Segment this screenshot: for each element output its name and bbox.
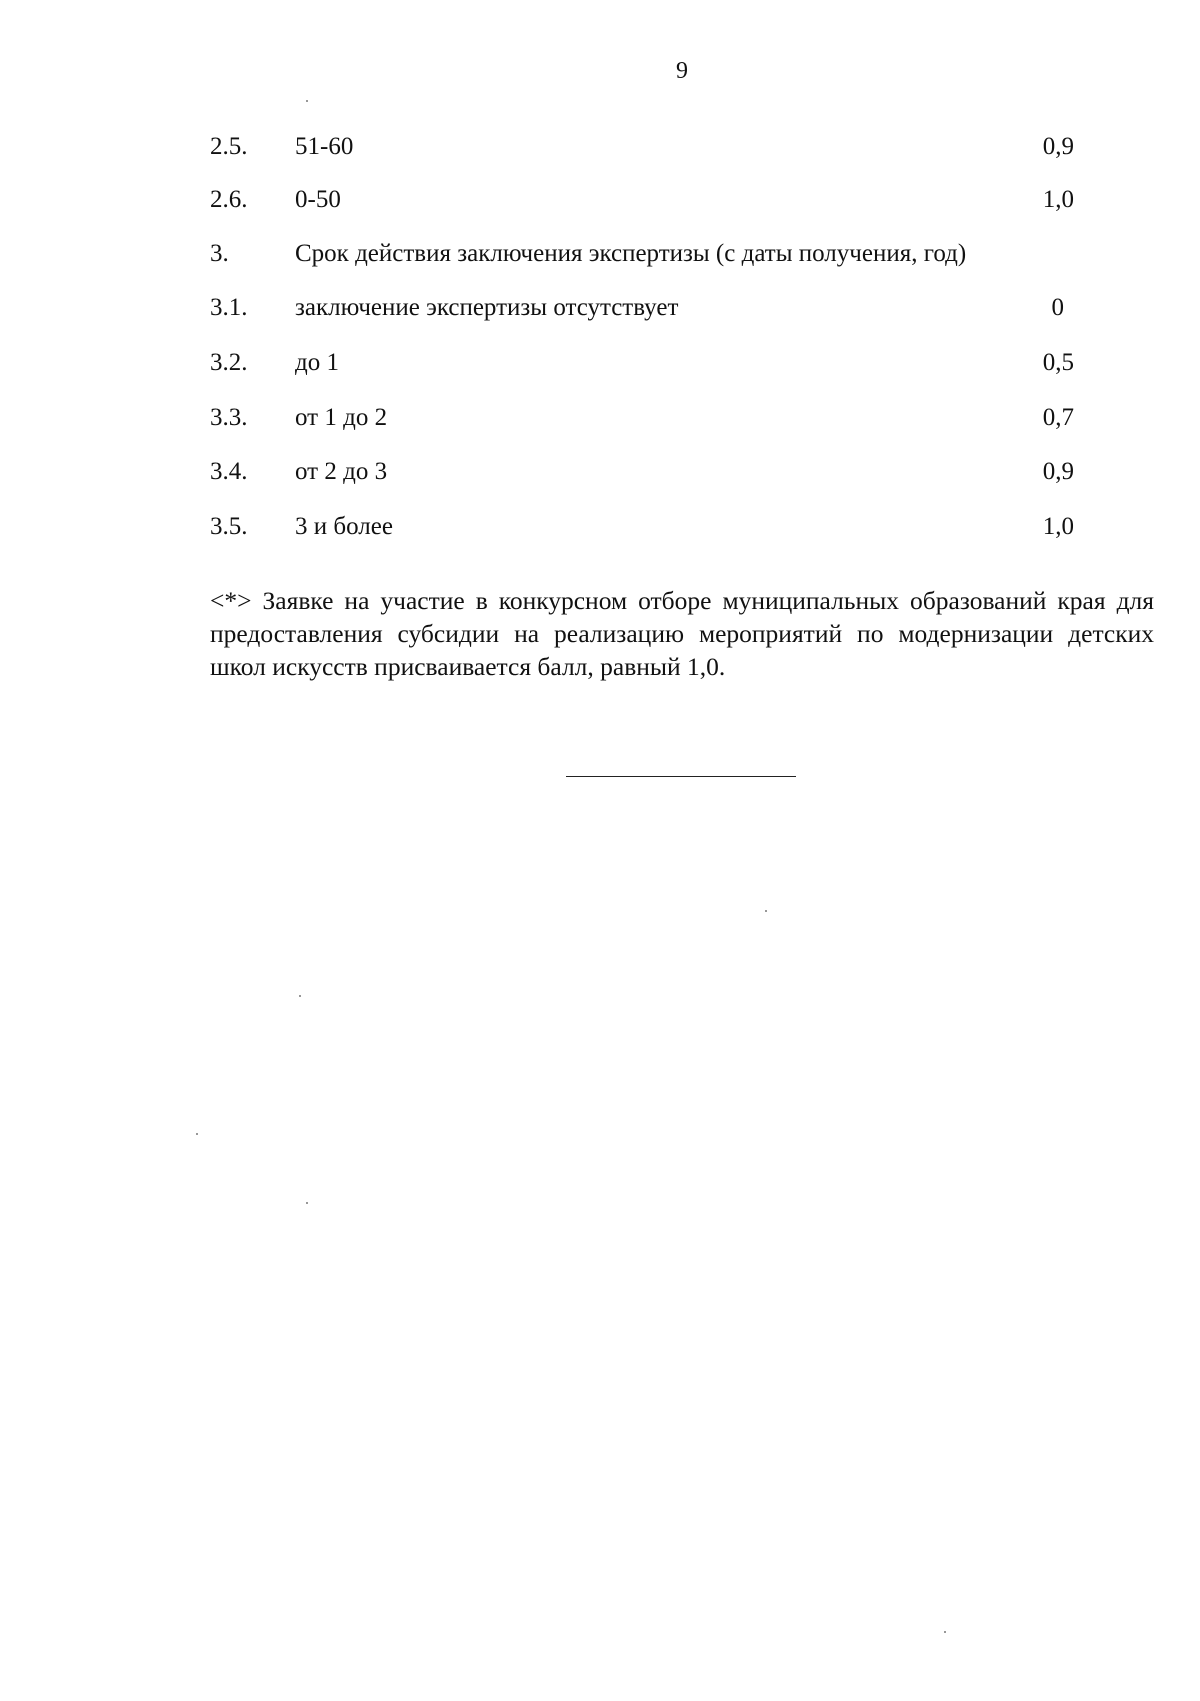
scan-speck	[299, 995, 301, 997]
row-label: Срок действия заключения экспертизы (с даты получения, год)	[295, 240, 967, 267]
row-number: 3.5.	[210, 513, 248, 540]
table-row	[0, 455, 1200, 489]
scan-speck	[944, 1631, 946, 1633]
row-number: 3.4.	[210, 458, 248, 485]
row-label: 3 и более	[295, 513, 393, 540]
row-label: до 1	[295, 349, 339, 376]
row-value: 0,9	[1042, 458, 1074, 485]
page-number-text: 9	[676, 58, 688, 84]
scan-speck	[306, 1202, 308, 1204]
row-value: 1,0	[1042, 186, 1074, 213]
row-number: 3.3.	[210, 404, 248, 431]
row-value: 0,5	[1042, 349, 1074, 376]
row-number: 2.5.	[210, 133, 248, 160]
table-row	[0, 130, 1200, 164]
table-row	[0, 401, 1200, 435]
row-value: 0,9	[1042, 133, 1074, 160]
row-number: 3.1.	[210, 294, 248, 321]
scan-speck	[196, 1133, 198, 1135]
closing-divider	[566, 776, 796, 777]
table-row	[0, 291, 1200, 325]
row-number: 3.2.	[210, 349, 248, 376]
row-value: 1,0	[1042, 513, 1074, 540]
row-label: от 2 до 3	[295, 458, 388, 485]
table-row	[0, 510, 1200, 544]
scan-speck	[765, 910, 767, 912]
row-label: заключение экспертизы отсутствует	[295, 294, 679, 321]
row-value: 0	[1051, 294, 1064, 321]
row-label: от 1 до 2	[295, 404, 388, 431]
table-row	[0, 346, 1200, 380]
row-label: 51-60	[295, 133, 354, 160]
row-value: 0,7	[1042, 404, 1074, 431]
table-row	[0, 237, 1200, 271]
row-number: 3.	[210, 240, 229, 267]
footnote: <*> Заявке на участие в конкурсном отборе муниципальных образований края для предоставления субсидии на реализацию мероприятий по модернизации детских школ искусств присваивается балл, равный 1,0.	[210, 586, 1154, 681]
row-label: 0-50	[295, 186, 341, 213]
scan-speck	[306, 100, 308, 102]
row-number: 2.6.	[210, 186, 248, 213]
table-row	[0, 183, 1200, 217]
